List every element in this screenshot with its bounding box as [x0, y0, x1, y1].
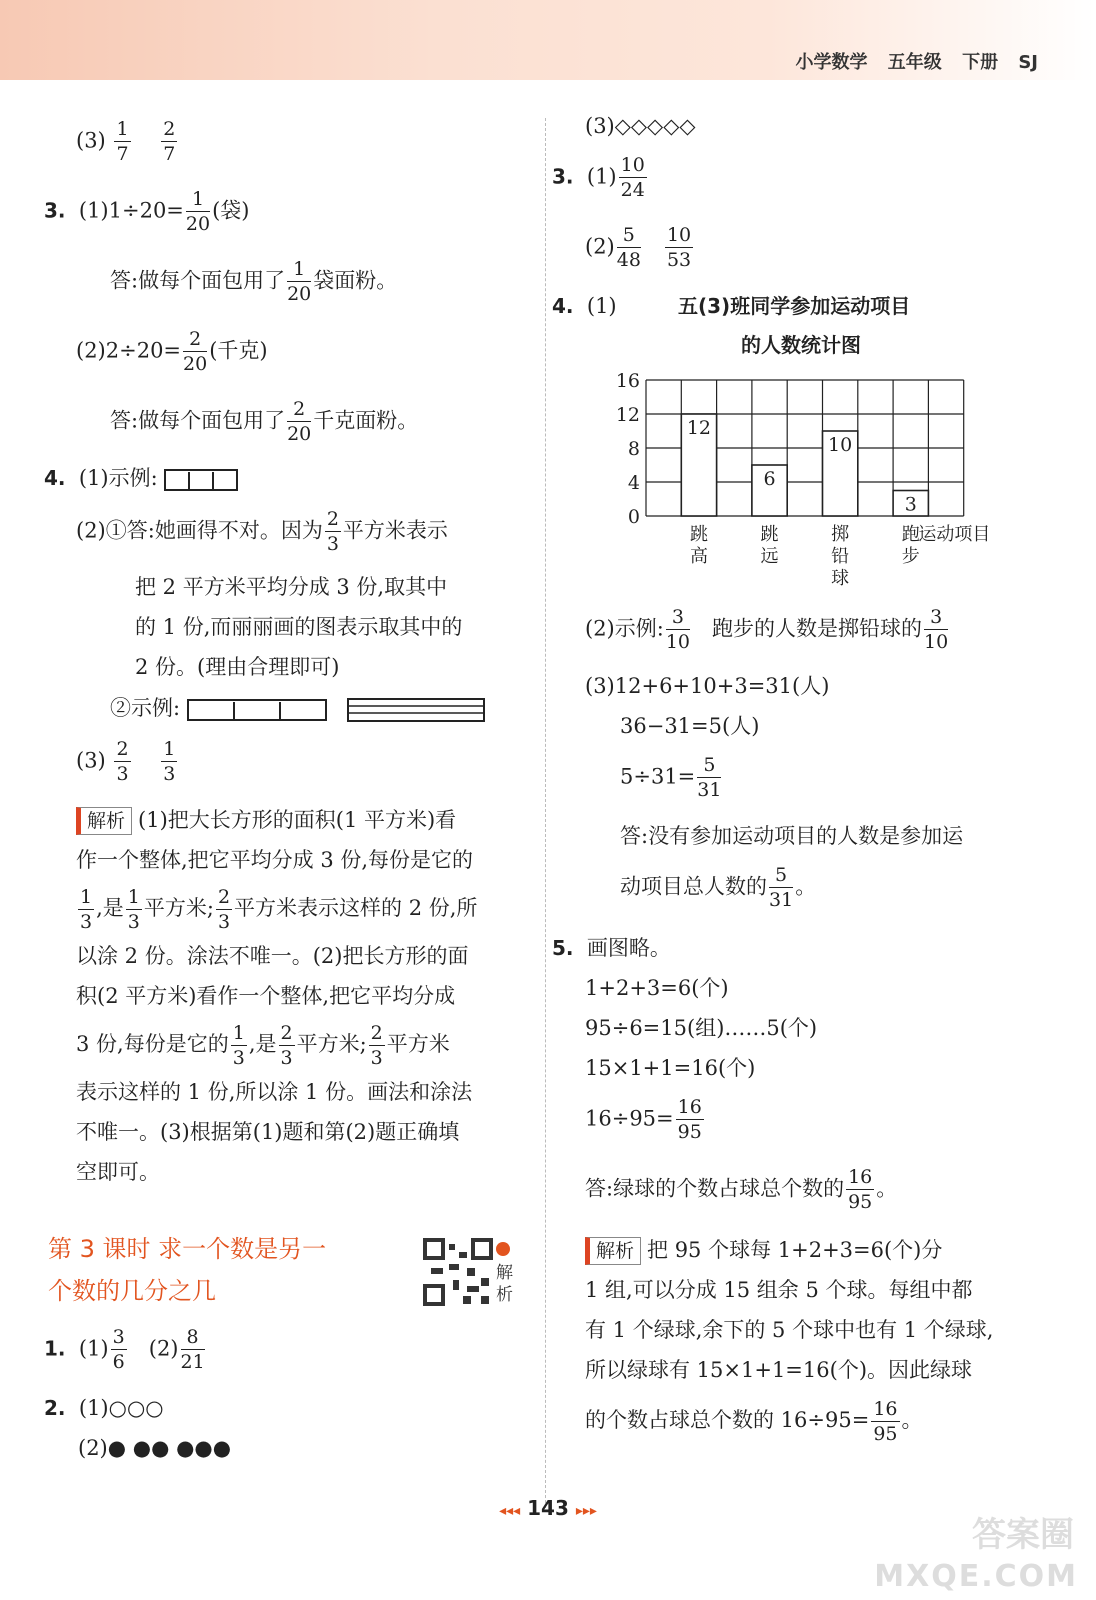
watermark-logo: 答案圈: [972, 1515, 1074, 1555]
watermark-url: MXQE.COM: [874, 1559, 1078, 1594]
page-header-band: [0, 0, 1096, 80]
text-line: (3)12+6+10+3=31(人): [585, 674, 830, 698]
x-tick-label: 跳: [760, 524, 779, 545]
fraction: $\frac{1}{7}$: [116, 118, 129, 165]
explanation-block: 解析 (1)把大长方形的面积(1 平方米)看 作一个整体,把它平均分成 3 份,每份是它的 $\frac{1}{3}$ ,是 $\frac{1}{3}$ 平方米; $\frac{2}{3}$ 平方米表示这样的 2 份,所 以涂 2 份。涂法不唯一。(2)把长方形的面 积(2 平方米)看作一个整体,把它平均分成 3 份,每份是它的 $\frac{1}{3}$ ,是 $\frac{2}{3}$ 平方米; $\frac{2}{3}$ 平方米 表示这样的 1 份,所以涂 1 份。画法和涂法 不唯一。(3)根据第(1)题和第(2)题正确填 空即可。: [76, 808, 478, 1184]
text-line: 16÷95= $\frac{16}{95}$: [585, 1096, 702, 1143]
text-line: (2)①答:她画得不对。因为 $\frac{2}{3}$ 平方米表示: [76, 508, 448, 555]
answer-line: (2) $\frac{5}{48}$ $\frac{10}{53}$: [585, 224, 692, 271]
text-line: 5÷31= $\frac{5}{31}$: [620, 754, 722, 801]
answer-line: 答:做每个面包用了 $\frac{2}{20}$ 千克面粉。: [110, 398, 419, 445]
x-axis-label: 运动项目: [918, 524, 991, 545]
column-divider: [545, 118, 546, 1508]
qr-side-label: 解析: [496, 1240, 516, 1306]
next-arrows-icon: ▸▸▸: [575, 1503, 597, 1519]
x-tick-label: 跑: [901, 524, 920, 545]
header-text: 小学数学 五年级 下册 SJ: [795, 52, 1038, 73]
rectangle-diagram-1: [187, 699, 327, 721]
chart-title-line-1: 五(3)班同学参加运动项目: [678, 294, 911, 318]
page-footer: [0, 1496, 1096, 1520]
question-3-right: 3. (1) $\frac{10}{24}$: [552, 154, 645, 201]
explanation-block-right: 解析 把 95 个球每 1+2+3=6(个)分 1 组,可以分成 15 组余 5 个球。每组中都 有 1 个绿球,余下的 5 个球中也有 1 个绿球, 所以绿球有 15×1+1=16(个)。因此绿球 的个数占球总个数的 16÷95= $\frac{16}{95}$ 。: [585, 1238, 994, 1445]
question-1: 1. (1) $\frac{3}{6}$ (2) $\frac{8}{21}$: [44, 1326, 205, 1373]
x-tick-label: 高: [689, 546, 708, 567]
x-tick-label: 远: [760, 546, 779, 567]
y-tick-label: 16: [615, 370, 640, 392]
text-line: 答:绿球的个数占球总个数的 $\frac{16}{95}$ 。: [585, 1166, 898, 1213]
x-tick-label: 球: [831, 568, 850, 589]
question-3: 3. (1)1÷20= $\frac{1}{20}$ (袋): [44, 188, 250, 235]
answer-line: (3) $\frac{1}{7}$ $\frac{2}{7}$: [76, 118, 176, 165]
bar-value-label: 12: [686, 417, 712, 439]
question-4: 4. (1)示例:: [44, 466, 238, 491]
bar-chart: [610, 366, 1030, 596]
x-tick-label: 步: [901, 546, 920, 567]
prev-arrows-icon: ◂◂◂: [499, 1503, 521, 1519]
qr-code[interactable]: [423, 1238, 493, 1306]
chart-title-line-2: 的人数统计图: [741, 333, 861, 357]
y-tick-label: 12: [615, 404, 640, 426]
y-tick-label: 8: [627, 438, 640, 460]
answer-line: (3)◇◇◇◇◇: [585, 114, 696, 138]
answer-line: (2)示例: $\frac{3}{10}$ 跑步的人数是掷铅球的 $\frac{3}{10}$: [585, 606, 949, 653]
answer-line: 答:做每个面包用了 $\frac{1}{20}$ 袋面粉。: [110, 258, 398, 305]
explanation-tag: 解析: [585, 1237, 641, 1265]
x-tick-label: 掷: [831, 524, 850, 545]
x-tick-label: 跳: [689, 524, 708, 545]
bar-value-label: 6: [763, 468, 776, 490]
question-5: 5. 画图略。: [552, 936, 671, 960]
text-line: 动项目总人数的 $\frac{5}{31}$ 。: [620, 864, 817, 911]
question-4-right: 4. (1): [552, 294, 617, 318]
y-tick-label: 0: [627, 506, 640, 528]
question-2-part-2: (2)● ●● ●●●: [78, 1436, 232, 1460]
text-line: 36−31=5(人): [620, 714, 760, 738]
text-line: 的 1 份,而丽丽画的图表示取其中的: [135, 615, 463, 639]
play-icon: [496, 1242, 510, 1256]
text-line: 1+2+3=6(个): [585, 976, 729, 1000]
lesson-title: 第 3 课时 求一个数是另一 个数的几分之几: [48, 1235, 327, 1305]
question-3-part-2: (2)2÷20= $\frac{2}{20}$ (千克): [76, 328, 268, 375]
three-box-diagram: [164, 469, 238, 491]
text-line: 15×1+1=16(个): [585, 1056, 756, 1080]
y-tick-label: 4: [627, 472, 640, 494]
question-2: 2. (1)○○○: [44, 1396, 164, 1420]
example-line: ②示例:: [110, 696, 485, 722]
explanation-tag: 解析: [76, 807, 132, 835]
text-line: 把 2 平方米平均分成 3 份,取其中: [135, 575, 448, 599]
bar-value-label: 10: [828, 434, 853, 456]
fraction: $\frac{2}{7}$: [163, 118, 176, 165]
x-tick-label: 铅: [831, 546, 850, 567]
text-line: 2 份。(理由合理即可): [135, 655, 340, 679]
text-line: 95÷6=15(组)……5(个): [585, 1016, 818, 1040]
page-number: 143: [527, 1496, 569, 1520]
text-line: 答:没有参加运动项目的人数是参加运: [620, 824, 964, 848]
bar-value-label: 3: [904, 493, 917, 516]
rectangle-diagram-2: [347, 698, 485, 722]
answer-line: (3) $\frac{2}{3}$ $\frac{1}{3}$: [76, 738, 176, 785]
